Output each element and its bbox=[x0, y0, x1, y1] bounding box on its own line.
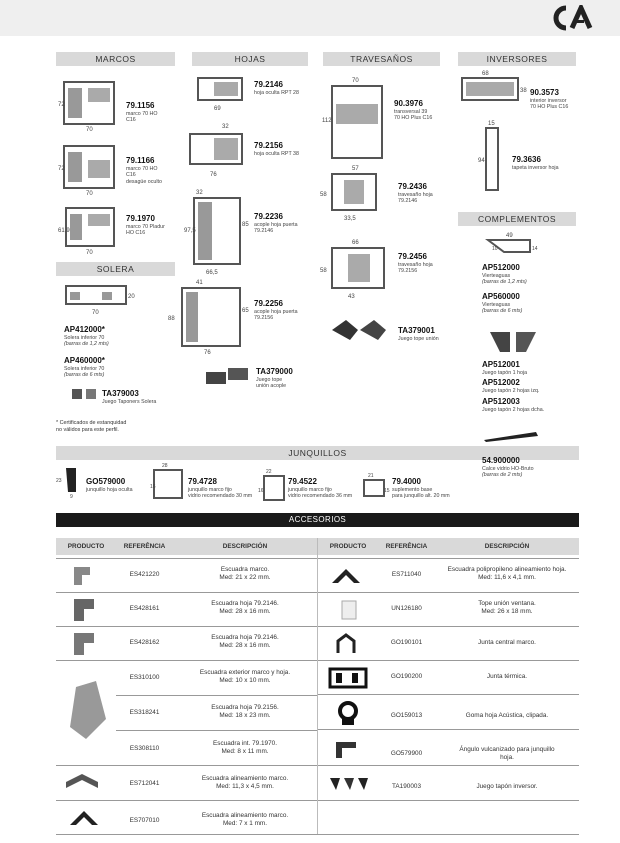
dim-label: 10 bbox=[492, 246, 498, 252]
inverter-cap-icon bbox=[326, 772, 370, 796]
description: Escuadra hoja 79.2146. Med: 28 x 16 mm. bbox=[211, 634, 279, 649]
product-code: AP512003 bbox=[482, 397, 520, 406]
dim-label: 38 bbox=[520, 88, 527, 94]
description: Escuadra alineamiento marco. Med: 11,3 x 4,5 mm. bbox=[201, 775, 289, 790]
dim-label: 41 bbox=[196, 280, 203, 286]
certification-note: * Certificados de estanquidad no válidos para este perfil. bbox=[56, 420, 127, 433]
product-desc: Juego tapón 1 hoja bbox=[482, 370, 528, 376]
product-code: AP560000 bbox=[482, 292, 520, 301]
profile-drawing bbox=[322, 74, 388, 162]
product-code: 79.2236 bbox=[254, 212, 283, 221]
dim-label: 58 bbox=[320, 192, 327, 198]
dim-label: 20 bbox=[128, 294, 135, 300]
union-stop-icon bbox=[328, 316, 392, 352]
product-code: 79.2256 bbox=[254, 299, 283, 308]
product-desc: junquillo hoja oculta bbox=[86, 487, 133, 493]
glass-shim-icon bbox=[482, 428, 542, 444]
product-code: TA379003 bbox=[102, 389, 139, 398]
table-row bbox=[318, 729, 579, 764]
dim-label: 9 bbox=[70, 494, 73, 500]
table-row bbox=[56, 558, 317, 592]
dim-label: 15 bbox=[384, 488, 390, 494]
window-stop-icon bbox=[338, 597, 360, 623]
product-code: 79.2156 bbox=[254, 141, 283, 150]
gasket-icon bbox=[332, 631, 362, 657]
reference: GO190200 bbox=[390, 673, 423, 680]
product-code: 90.3976 bbox=[394, 99, 423, 108]
vulcanized-angle-icon bbox=[332, 734, 362, 762]
section-hojas: HOJAS bbox=[192, 52, 308, 66]
acoustic-seal-icon bbox=[334, 699, 362, 727]
dim-label: 112 bbox=[322, 118, 332, 124]
table-row bbox=[318, 694, 579, 729]
dim-label: 21 bbox=[368, 473, 374, 479]
profile-drawing bbox=[166, 276, 252, 356]
product-desc: junquillo marco fijo vidrio recomendado 36 mm bbox=[288, 487, 353, 500]
product-desc: travesaño hoja 79.2156 bbox=[398, 262, 433, 275]
dim-label: 61,9 bbox=[58, 228, 70, 234]
product-code: 79.2146 bbox=[254, 80, 283, 89]
dim-label: 88 bbox=[168, 316, 175, 322]
table-row bbox=[56, 800, 317, 834]
cap-set-icon bbox=[70, 387, 100, 401]
product-desc: acople hoja puerta 79.2156 bbox=[254, 309, 298, 322]
product-code: 54.900000 bbox=[482, 456, 520, 465]
product-desc: marco 70 Pladur HO C16 bbox=[126, 224, 165, 237]
col-producto: PRODUCTO bbox=[56, 538, 116, 555]
table-row bbox=[56, 626, 317, 660]
table-row bbox=[318, 660, 579, 694]
profile-drawing bbox=[150, 460, 186, 502]
stop-set-icon bbox=[204, 364, 254, 388]
table-row bbox=[318, 765, 579, 799]
reference: ES308110 bbox=[129, 745, 160, 752]
description: Escuadra marco. Med: 21 x 22 mm. bbox=[219, 566, 271, 581]
dim-label: 32 bbox=[196, 190, 203, 196]
dim-label: 22 bbox=[266, 469, 272, 475]
alignment-bracket-icon bbox=[64, 772, 104, 794]
product-desc: marco 70 HO C16 desagüe oculto bbox=[126, 166, 162, 185]
product-code: GO579000 bbox=[86, 477, 126, 486]
product-desc: Solera inferior 70 (barras de 1,2 mts) bbox=[64, 335, 109, 348]
table-row bbox=[56, 765, 317, 799]
thermal-gasket-icon bbox=[326, 665, 370, 691]
profile-drawing bbox=[360, 470, 390, 502]
description: Escuadra hoja 79.2146. Med: 28 x 16 mm. bbox=[211, 600, 279, 615]
reference: ES712041 bbox=[129, 780, 160, 787]
product-desc: acople hoja puerta 79.2146 bbox=[254, 222, 298, 235]
reference: ES428162 bbox=[129, 639, 160, 646]
product-desc: junquillo marco fijo vidrio recomendado 30 mm bbox=[188, 487, 253, 500]
dim-label: 57 bbox=[352, 166, 359, 172]
profile-drawing bbox=[58, 76, 122, 132]
product-desc: interior inversor 70 HO Plus C16 bbox=[530, 98, 569, 111]
product-desc: Vierteaguas (barras de 1,2 mts) bbox=[482, 273, 527, 286]
dim-label: 28 bbox=[162, 463, 168, 469]
description: Escuadra hoja 79.2156. Med: 18 x 23 mm. bbox=[211, 704, 279, 719]
profile-drawing bbox=[58, 140, 122, 196]
product-desc: Juego tope unión bbox=[398, 336, 439, 342]
dim-label: 33,5 bbox=[344, 216, 356, 222]
corner-bracket-icon bbox=[68, 563, 102, 589]
dim-label: 70 bbox=[86, 127, 93, 132]
product-desc: hoja oculta RPT 38 bbox=[254, 151, 299, 157]
dim-label: 43 bbox=[348, 294, 355, 300]
product-code: 79.1166 bbox=[126, 156, 155, 165]
profile-drawing bbox=[194, 72, 250, 114]
col-descripcion: DESCRIPCIÓN bbox=[435, 538, 579, 555]
description: Escuadra alineamiento marco. Med: 7 x 1 mm. bbox=[201, 812, 289, 827]
description: Tope unión ventana. Med: 26 x 18 mm. bbox=[478, 600, 536, 615]
product-code: 79.4728 bbox=[188, 477, 217, 486]
table-row bbox=[56, 592, 317, 626]
product-code: 79.4522 bbox=[288, 477, 317, 486]
reference: ES318241 bbox=[129, 709, 160, 716]
profile-drawing bbox=[56, 466, 84, 500]
reference: GO159013 bbox=[390, 712, 423, 719]
table-row bbox=[318, 626, 579, 660]
dim-label: 70 bbox=[352, 78, 359, 84]
product-desc: Solera inferior 70 (barras de 6 mts) bbox=[64, 366, 105, 379]
table-row bbox=[318, 558, 579, 592]
dim-label: 68 bbox=[482, 71, 489, 77]
description: Escuadra int. 79.1970. Med: 8 x 11 mm. bbox=[213, 740, 277, 755]
reference: ES711040 bbox=[391, 571, 422, 578]
product-desc: marco 70 HO C16 bbox=[126, 111, 158, 124]
profile-drawing bbox=[478, 118, 504, 194]
product-code: 79.2456 bbox=[398, 252, 427, 261]
product-code: AP512002 bbox=[482, 378, 520, 387]
table-row bbox=[318, 592, 579, 626]
corner-bracket-icon bbox=[68, 631, 102, 657]
section-complementos: COMPLEMENTOS bbox=[458, 212, 576, 226]
dim-label: 97,5 bbox=[184, 228, 196, 234]
dim-label: 66,5 bbox=[206, 270, 218, 276]
product-desc: Calce vidrio HO-Bruto (barras de 2 mts) bbox=[482, 466, 534, 479]
corner-bracket-icon bbox=[62, 679, 112, 745]
reference: TA190003 bbox=[391, 783, 422, 790]
reference: ES428161 bbox=[129, 605, 160, 612]
table-row-group bbox=[56, 660, 317, 764]
alignment-bracket-icon bbox=[68, 807, 102, 829]
product-desc: transversal 39 70 HO Plus C16 bbox=[394, 109, 433, 122]
profile-drawing bbox=[318, 236, 390, 300]
dim-label: 76 bbox=[210, 172, 217, 178]
dim-label: 14 bbox=[532, 246, 538, 252]
dim-label: 85 bbox=[242, 222, 249, 228]
section-solera: SOLERA bbox=[56, 262, 175, 276]
product-code: 79.2436 bbox=[398, 182, 427, 191]
table-row-empty bbox=[318, 800, 579, 834]
dim-label: 32 bbox=[222, 124, 229, 130]
dim-label: 72 bbox=[58, 166, 65, 172]
reference: ES310100 bbox=[129, 674, 160, 681]
alignment-bracket-icon bbox=[330, 565, 364, 587]
dim-label: 72 bbox=[58, 102, 65, 108]
product-code: AP412000* bbox=[64, 325, 105, 334]
product-desc: hoja oculta RPT 28 bbox=[254, 90, 299, 96]
section-marcos: MARCOS bbox=[56, 52, 175, 66]
accesorios-title: ACCESORIOS bbox=[56, 513, 579, 527]
product-code: 79.3636 bbox=[512, 155, 541, 164]
col-producto: PRODUCTO bbox=[318, 538, 378, 555]
col-descripcion: DESCRIPCIÓN bbox=[173, 538, 317, 555]
product-code: 79.1970 bbox=[126, 214, 155, 223]
profile-drawing bbox=[184, 186, 250, 276]
profile-drawing bbox=[258, 466, 288, 504]
product-code: TA379000 bbox=[256, 367, 293, 376]
product-desc: suplemento base para junquillo alt. 20 mm bbox=[392, 487, 450, 500]
profile-drawing bbox=[318, 162, 384, 224]
end-cap-icon bbox=[486, 326, 544, 356]
section-inversores: INVERSORES bbox=[458, 52, 576, 66]
col-referencia: REFERÊNCIA bbox=[378, 538, 435, 555]
corner-bracket-icon bbox=[68, 597, 102, 623]
product-desc: travesaño hoja 79.2146 bbox=[398, 192, 433, 205]
product-desc: Juego tope unión acople bbox=[256, 377, 287, 390]
product-desc: tapeta inversor hoja bbox=[512, 165, 559, 171]
dim-label: 49 bbox=[506, 233, 513, 239]
section-travesanos: TRAVESAÑOS bbox=[323, 52, 440, 66]
description: Goma hoja Acústica, clipada. bbox=[465, 712, 549, 719]
description: Escuadra polipropileno alineamiento hoja. Med: 11,6 x 4,1 mm. bbox=[447, 566, 567, 581]
dim-label: 65 bbox=[242, 308, 249, 314]
product-desc: Juego tapón 2 hojas izq. bbox=[482, 388, 540, 394]
product-code: AP460000* bbox=[64, 356, 105, 365]
product-code: TA379001 bbox=[398, 326, 435, 335]
product-code: AP512000 bbox=[482, 263, 520, 272]
dim-label: 23 bbox=[56, 478, 62, 484]
dim-label: 70 bbox=[92, 310, 99, 316]
product-code: 90.3573 bbox=[530, 88, 559, 97]
description: Juego tapón inversor. bbox=[476, 783, 538, 790]
profile-drawing bbox=[484, 230, 542, 256]
description: Junta central marco. bbox=[478, 639, 536, 646]
header-bar bbox=[0, 0, 620, 36]
product-code: AP512001 bbox=[482, 360, 520, 369]
description: Junta térmica. bbox=[486, 673, 528, 680]
dim-label: 58 bbox=[320, 268, 327, 274]
dim-label: 69 bbox=[214, 106, 221, 112]
profile-drawing bbox=[456, 68, 530, 108]
dim-label: 94 bbox=[478, 158, 485, 164]
profile-drawing bbox=[186, 120, 248, 182]
reference: UN126180 bbox=[391, 605, 422, 612]
product-code: 79.1156 bbox=[126, 101, 155, 110]
ca-logo bbox=[552, 5, 596, 31]
product-desc: Vierteaguas (barras de 6 mts) bbox=[482, 302, 523, 315]
product-code: 79.4000 bbox=[392, 477, 421, 486]
reference: ES707010 bbox=[129, 817, 160, 824]
product-desc: Juego tapón 2 hojas dcha. bbox=[482, 407, 545, 413]
profile-drawing bbox=[58, 204, 122, 256]
dim-label: 70 bbox=[86, 191, 93, 196]
reference: GO190101 bbox=[390, 639, 423, 646]
reference: GO579900 bbox=[390, 750, 423, 757]
product-desc: Juego Taponers Solera bbox=[102, 399, 157, 405]
section-junquillos: JUNQUILLOS bbox=[56, 446, 579, 460]
dim-label: 16 bbox=[258, 488, 264, 494]
dim-label: 15 bbox=[488, 121, 495, 127]
col-referencia: REFERÊNCIA bbox=[116, 538, 173, 555]
dim-label: 66 bbox=[352, 240, 359, 246]
reference: ES421220 bbox=[129, 571, 160, 578]
dim-label: 16 bbox=[150, 484, 156, 490]
description: Ángulo vulcanizado para junquillo hoja. bbox=[459, 746, 555, 761]
dim-label: 70 bbox=[86, 250, 93, 256]
profile-drawing bbox=[62, 282, 138, 318]
description: Escuadra exterior marco y hoja. Med: 10 x 10 mm. bbox=[199, 669, 291, 684]
dim-label: 76 bbox=[204, 350, 211, 356]
